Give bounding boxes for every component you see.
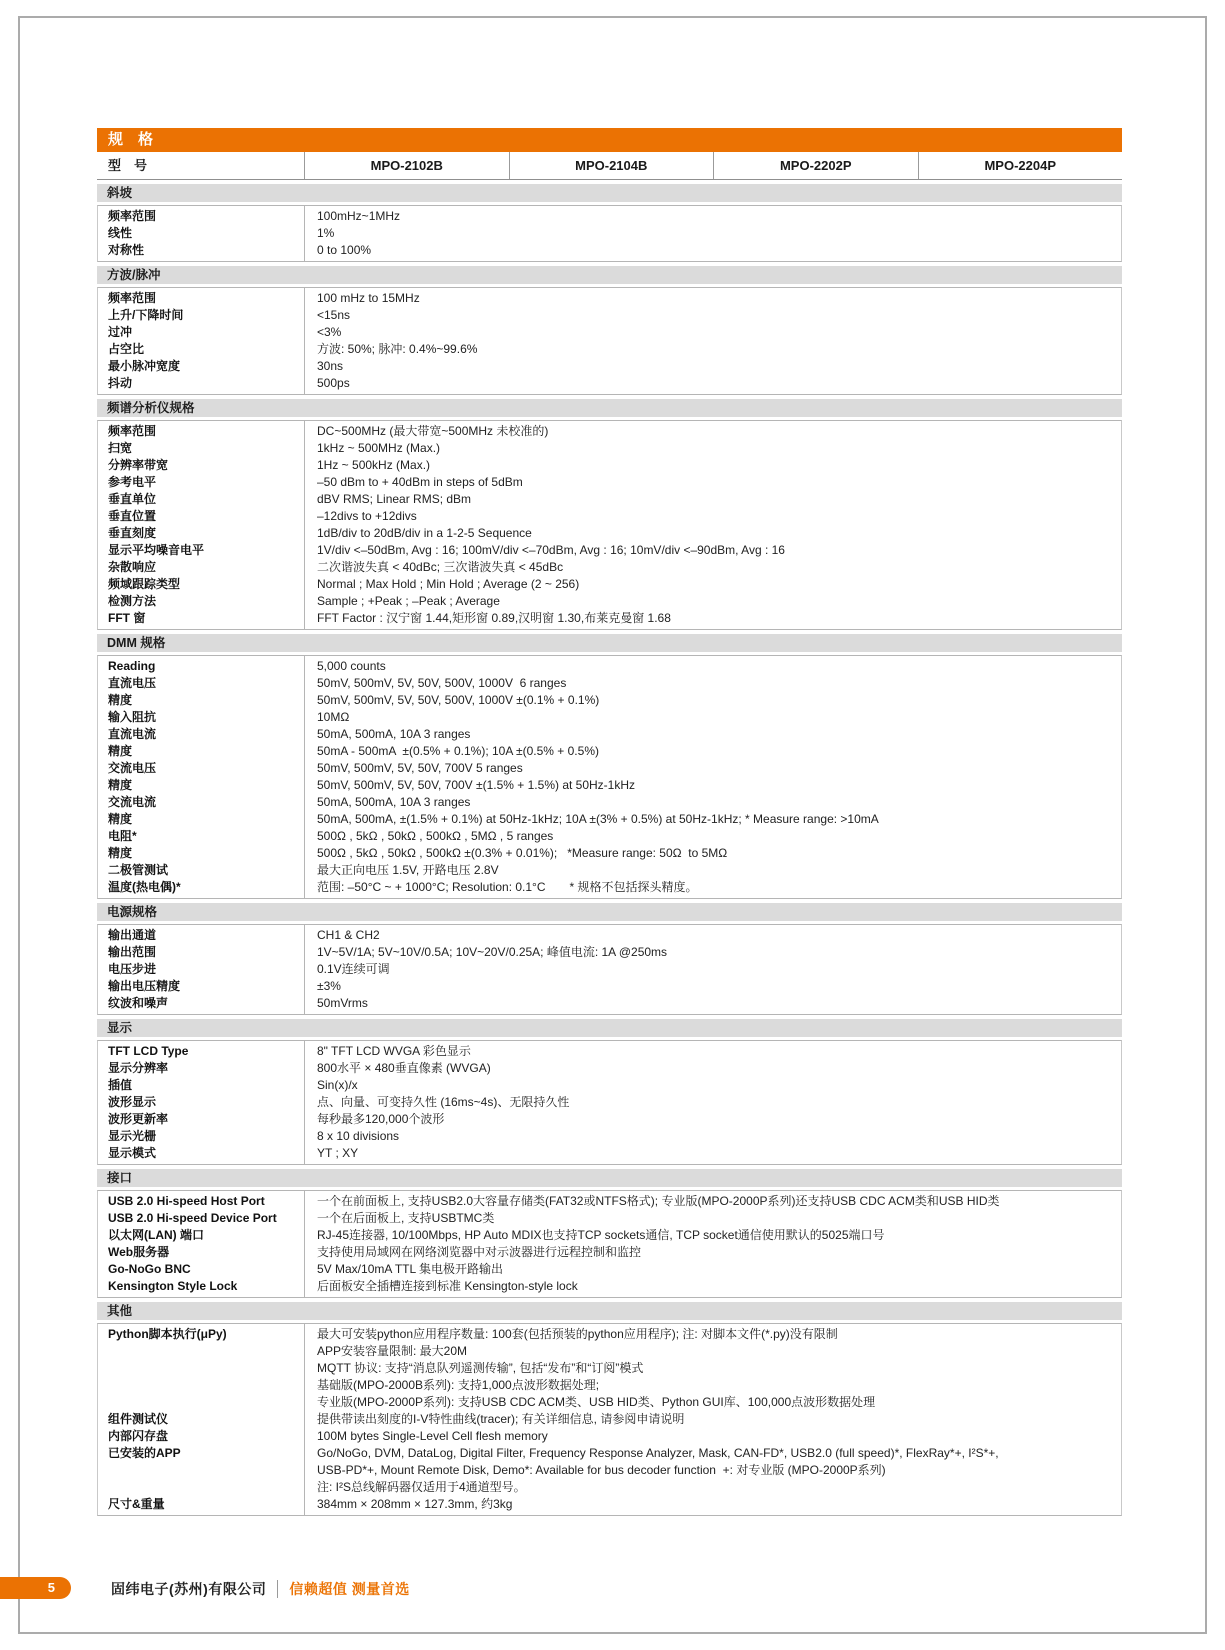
spec-label: USB 2.0 Hi-speed Host Port xyxy=(108,1194,265,1208)
spec-row xyxy=(98,1077,1121,1094)
spec-value xyxy=(304,1411,1121,1428)
spec-label: 杂散响应 xyxy=(108,560,157,574)
spec-value xyxy=(304,944,1121,961)
section-body xyxy=(97,1323,1122,1516)
spec-value xyxy=(304,242,1121,259)
spec-value xyxy=(304,1043,1121,1060)
spec-value-line: 500Ω , 5kΩ , 50kΩ , 500kΩ , 5MΩ , 5 ranges xyxy=(317,829,554,843)
spec-label: 频率范围 xyxy=(108,209,157,223)
section-header: 电源规格 xyxy=(97,903,1122,921)
spec-value-line: 支持使用局域网在网络浏览器中对示波器进行远程控制和监控 xyxy=(317,1245,642,1259)
spec-value xyxy=(304,961,1121,978)
spec-value xyxy=(304,1326,1121,1411)
spec-row xyxy=(98,927,1121,944)
spec-label: 垂直位置 xyxy=(108,509,157,523)
spec-label: 显示分辨率 xyxy=(108,1061,169,1075)
spec-label: 直流电流 xyxy=(108,727,157,741)
model-row-label: 型 号 xyxy=(108,158,148,173)
spec-value-line: 8 x 10 divisions xyxy=(317,1129,400,1143)
spec-value-line: 50mV, 500mV, 5V, 50V, 500V, 1000V ±(0.1% + 0.1%) xyxy=(317,693,600,707)
spec-value-line: 一个在前面板上, 支持USB2.0大容量存储类(FAT32或NTFS格式); 专业版(MPO-2000P系列)还支持USB CDC ACM类和USB HID类 xyxy=(317,1194,1000,1208)
spec-label: 对称性 xyxy=(108,243,145,257)
spec-value-line: –50 dBm to + 40dBm in steps of 5dBm xyxy=(317,475,523,489)
spec-value xyxy=(304,375,1121,392)
section-body xyxy=(97,1040,1122,1165)
model-name-mpo-2104b: MPO-2104B xyxy=(509,152,714,179)
spec-value-line: 100 mHz to 15MHz xyxy=(317,291,420,305)
spec-value xyxy=(304,1094,1121,1111)
spec-row xyxy=(98,726,1121,743)
spec-row xyxy=(98,692,1121,709)
spec-label: 已安装的APP xyxy=(108,1446,181,1460)
spec-value-line: 5,000 counts xyxy=(317,659,386,673)
footer-company-name: 固纬电子(苏州)有限公司 xyxy=(111,1581,267,1597)
spec-row xyxy=(98,440,1121,457)
spec-row xyxy=(98,457,1121,474)
spec-row xyxy=(98,1193,1121,1210)
spec-value-line: 1Hz ~ 500kHz (Max.) xyxy=(317,458,431,472)
spec-label: Web服务器 xyxy=(108,1245,170,1259)
spec-label: 纹波和噪声 xyxy=(108,996,169,1010)
spec-label: 显示光栅 xyxy=(108,1129,157,1143)
spec-value xyxy=(304,692,1121,709)
spec-value xyxy=(304,423,1121,440)
section-body xyxy=(97,287,1122,395)
spec-value xyxy=(304,508,1121,525)
section-body xyxy=(97,420,1122,630)
spec-value xyxy=(304,474,1121,491)
spec-label: 精度 xyxy=(108,846,133,860)
spec-label: 垂直刻度 xyxy=(108,526,157,540)
spec-value-line: 后面板安全插槽连接到标准 Kensington-style lock xyxy=(317,1279,578,1293)
spec-value-line: 最大正向电压 1.5V, 开路电压 2.8V xyxy=(317,863,499,877)
spec-label: 输出范围 xyxy=(108,945,157,959)
model-row xyxy=(97,152,1122,180)
spec-row xyxy=(98,794,1121,811)
section-header: 接口 xyxy=(97,1169,1122,1187)
spec-value-line: 1V/div <–50dBm, Avg : 16; 100mV/div <–70dBm, Avg : 16; 10mV/div <–90dBm, Avg : 16 xyxy=(317,543,785,557)
spec-label: 精度 xyxy=(108,778,133,792)
spec-value xyxy=(304,1111,1121,1128)
section-body xyxy=(97,205,1122,262)
spec-value-line: 基础版(MPO-2000B系列): 支持1,000点波形数据处理; xyxy=(317,1378,600,1392)
spec-label: 抖动 xyxy=(108,376,133,390)
spec-value xyxy=(304,995,1121,1012)
footer-divider xyxy=(277,1580,278,1598)
spec-row xyxy=(98,828,1121,845)
spec-value xyxy=(304,610,1121,627)
spec-label: 组件测试仪 xyxy=(108,1412,169,1426)
spec-value-line: 50mA, 500mA, 10A 3 ranges xyxy=(317,795,471,809)
spec-row xyxy=(98,423,1121,440)
spec-value-line: 5V Max/10mA TTL 集电极开路输出 xyxy=(317,1262,504,1276)
spec-value xyxy=(304,290,1121,307)
spec-label: 电压步进 xyxy=(108,962,157,976)
section-body xyxy=(97,1190,1122,1298)
spec-row xyxy=(98,961,1121,978)
spec-value xyxy=(304,593,1121,610)
spec-row xyxy=(98,324,1121,341)
spec-row xyxy=(98,341,1121,358)
spec-table xyxy=(97,128,1122,1516)
spec-value-line: 500Ω , 5kΩ , 50kΩ , 500kΩ ±(0.3% + 0.01%); *Measure range: 50Ω to 5MΩ xyxy=(317,846,728,860)
spec-label: 二极管测试 xyxy=(108,863,169,877)
spec-row xyxy=(98,242,1121,259)
spec-value xyxy=(304,1496,1121,1513)
spec-label: Go-NoGo BNC xyxy=(108,1262,191,1276)
spec-row xyxy=(98,559,1121,576)
spec-value-line: 30ns xyxy=(317,359,344,373)
spec-value xyxy=(304,794,1121,811)
spec-value xyxy=(304,777,1121,794)
spec-value-line: 0.1V连续可调 xyxy=(317,962,390,976)
spec-value-line: 范围: –50°C ~ + 1000°C; Resolution: 0.1°C * 规格不包括探头精度。 xyxy=(317,880,698,894)
spec-title-bar: 规 格 xyxy=(97,128,1122,152)
spec-row xyxy=(98,1227,1121,1244)
spec-value-line: 50mA, 500mA, 10A 3 ranges xyxy=(317,727,471,741)
spec-row xyxy=(98,610,1121,627)
spec-value xyxy=(304,457,1121,474)
spec-value-line: Normal ; Max Hold ; Min Hold ; Average (2 ~ 256) xyxy=(317,577,580,591)
spec-row xyxy=(98,1428,1121,1445)
spec-label: 显示平均噪音电平 xyxy=(108,543,205,557)
spec-value xyxy=(304,879,1121,896)
spec-value xyxy=(304,709,1121,726)
spec-label: 最小脉冲宽度 xyxy=(108,359,181,373)
spec-row xyxy=(98,1261,1121,1278)
spec-label: 交流电流 xyxy=(108,795,157,809)
spec-value xyxy=(304,927,1121,944)
spec-value xyxy=(304,1210,1121,1227)
spec-label: 波形更新率 xyxy=(108,1112,169,1126)
spec-row xyxy=(98,375,1121,392)
footer xyxy=(111,1578,410,1600)
spec-value xyxy=(304,1077,1121,1094)
spec-label: 精度 xyxy=(108,812,133,826)
spec-row xyxy=(98,208,1121,225)
spec-row xyxy=(98,1244,1121,1261)
spec-value-line: 1dB/div to 20dB/div in a 1-2-5 Sequence xyxy=(317,526,532,540)
spec-value-line: 1V~5V/1A; 5V~10V/0.5A; 10V~20V/0.25A; 峰值电流: 1A @250ms xyxy=(317,945,668,959)
spec-row xyxy=(98,1411,1121,1428)
spec-label: 直流电压 xyxy=(108,676,157,690)
spec-label: 线性 xyxy=(108,226,133,240)
section-header: 斜坡 xyxy=(97,184,1122,202)
spec-value-line: <15ns xyxy=(317,308,351,322)
spec-row xyxy=(98,675,1121,692)
spec-value-line: DC~500MHz (最大带宽~500MHz 未校准的) xyxy=(317,424,549,438)
spec-label: TFT LCD Type xyxy=(108,1044,189,1058)
spec-row xyxy=(98,1128,1121,1145)
spec-label: 检测方法 xyxy=(108,594,157,608)
spec-label: 输入阻抗 xyxy=(108,710,157,724)
spec-value-line: 10MΩ xyxy=(317,710,350,724)
spec-row xyxy=(98,944,1121,961)
spec-row xyxy=(98,290,1121,307)
spec-value-line: 50mV, 500mV, 5V, 50V, 700V ±(1.5% + 1.5%) at 50Hz-1kHz xyxy=(317,778,636,792)
spec-row xyxy=(98,845,1121,862)
spec-value-line: 800水平 × 480垂直像素 (WVGA) xyxy=(317,1061,491,1075)
spec-value xyxy=(304,225,1121,242)
spec-value-line: 点、向量、可变持久性 (16ms~4s)、无限持久性 xyxy=(317,1095,570,1109)
spec-label: 频率范围 xyxy=(108,424,157,438)
spec-value xyxy=(304,743,1121,760)
spec-value xyxy=(304,1261,1121,1278)
spec-label: 频域跟踪类型 xyxy=(108,577,181,591)
spec-value-line: 50mA, 500mA, ±(1.5% + 0.1%) at 50Hz-1kHz; 10A ±(3% + 0.5%) at 50Hz-1kHz; * Measure range: >10mA xyxy=(317,812,879,826)
spec-label: 显示模式 xyxy=(108,1146,157,1160)
spec-label: 内部闪存盘 xyxy=(108,1429,169,1443)
spec-value-line: 1kHz ~ 500MHz (Max.) xyxy=(317,441,441,455)
spec-value-line: Sin(x)/x xyxy=(317,1078,358,1092)
spec-value xyxy=(304,1428,1121,1445)
spec-value xyxy=(304,1227,1121,1244)
page-number-tab: 5 xyxy=(0,1577,71,1599)
spec-value-line: RJ-45连接器, 10/100Mbps, HP Auto MDIX也支持TCP sockets通信, TCP socket通信使用默认的5025端口号 xyxy=(317,1228,885,1242)
spec-label: 分辨率带宽 xyxy=(108,458,169,472)
model-name-mpo-2202p: MPO-2202P xyxy=(713,152,918,179)
spec-label: 电阻* xyxy=(108,829,137,843)
spec-row xyxy=(98,1445,1121,1496)
spec-row xyxy=(98,1111,1121,1128)
spec-row xyxy=(98,658,1121,675)
spec-value xyxy=(304,1244,1121,1261)
spec-value xyxy=(304,760,1121,777)
spec-value xyxy=(304,208,1121,225)
spec-label: 频率范围 xyxy=(108,291,157,305)
spec-value-line: –12divs to +12divs xyxy=(317,509,417,523)
spec-label: FFT 窗 xyxy=(108,611,146,625)
spec-row xyxy=(98,508,1121,525)
spec-row xyxy=(98,1060,1121,1077)
spec-value-line: Go/NoGo, DVM, DataLog, Digital Filter, Frequency Response Analyzer, Mask, CAN-FD*, USB2.0 (full speed)*, FlexRay*+, I²S*+, xyxy=(317,1446,999,1460)
spec-value xyxy=(304,1145,1121,1162)
spec-label: 插值 xyxy=(108,1078,133,1092)
spec-row xyxy=(98,474,1121,491)
spec-row xyxy=(98,1326,1121,1411)
spec-row xyxy=(98,879,1121,896)
spec-label: 波形显示 xyxy=(108,1095,157,1109)
spec-label: Reading xyxy=(108,659,156,673)
spec-value xyxy=(304,559,1121,576)
spec-row xyxy=(98,1145,1121,1162)
spec-value xyxy=(304,726,1121,743)
spec-value-line: 提供带读出刻度的I-V特性曲线(tracer); 有关详细信息, 请参阅申请说明 xyxy=(317,1412,685,1426)
spec-row xyxy=(98,995,1121,1012)
spec-row xyxy=(98,225,1121,242)
spec-value-line: <3% xyxy=(317,325,342,339)
spec-label: 交流电压 xyxy=(108,761,157,775)
section-body xyxy=(97,924,1122,1015)
spec-row xyxy=(98,811,1121,828)
spec-value-line: ±3% xyxy=(317,979,341,993)
section-header: DMM 规格 xyxy=(97,634,1122,652)
spec-value xyxy=(304,358,1121,375)
spec-label: 精度 xyxy=(108,744,133,758)
spec-label: Python脚本执行(μPy) xyxy=(108,1327,227,1341)
spec-value xyxy=(304,845,1121,862)
spec-value-line: Sample ; +Peak ; –Peak ; Average xyxy=(317,594,500,608)
spec-value-line: 100M bytes Single-Level Cell flesh memory xyxy=(317,1429,548,1443)
spec-value xyxy=(304,1278,1121,1295)
spec-value-line: APP安装容量限制: 最大20M xyxy=(317,1344,468,1358)
spec-value xyxy=(304,862,1121,879)
spec-row xyxy=(98,491,1121,508)
spec-value-line: 50mVrms xyxy=(317,996,368,1010)
footer-slogan: 信赖超值 测量首选 xyxy=(289,1581,410,1597)
spec-label: Kensington Style Lock xyxy=(108,1279,238,1293)
spec-value xyxy=(304,1193,1121,1210)
section-header: 显示 xyxy=(97,1019,1122,1037)
spec-value xyxy=(304,307,1121,324)
spec-row xyxy=(98,1094,1121,1111)
spec-label: 上升/下降时间 xyxy=(108,308,184,322)
spec-value-line: 500ps xyxy=(317,376,350,390)
spec-value-line: 50mA - 500mA ±(0.5% + 0.1%); 10A ±(0.5% + 0.5%) xyxy=(317,744,599,758)
spec-row xyxy=(98,1278,1121,1295)
spec-label: 温度(热电偶)* xyxy=(108,880,181,894)
spec-row xyxy=(98,1210,1121,1227)
spec-value xyxy=(304,811,1121,828)
spec-value-line: 50mV, 500mV, 5V, 50V, 500V, 1000V 6 ranges xyxy=(317,676,567,690)
spec-row xyxy=(98,760,1121,777)
spec-row xyxy=(98,576,1121,593)
spec-value-line: 8" TFT LCD WVGA 彩色显示 xyxy=(317,1044,471,1058)
spec-value xyxy=(304,658,1121,675)
spec-label: 输出电压精度 xyxy=(108,979,181,993)
spec-sections xyxy=(97,184,1122,1516)
spec-label: 占空比 xyxy=(108,342,145,356)
spec-row xyxy=(98,978,1121,995)
spec-value xyxy=(304,491,1121,508)
spec-label: 参考电平 xyxy=(108,475,157,489)
spec-row xyxy=(98,743,1121,760)
spec-value-line: 0 to 100% xyxy=(317,243,372,257)
spec-value-line: 二次谐波失真 < 40dBc; 三次谐波失真 < 45dBc xyxy=(317,560,564,574)
spec-label: 输出通道 xyxy=(108,928,157,942)
spec-label: 以太网(LAN) 端口 xyxy=(108,1228,204,1242)
spec-value xyxy=(304,525,1121,542)
spec-label: 过冲 xyxy=(108,325,133,339)
section-body xyxy=(97,655,1122,899)
spec-value xyxy=(304,440,1121,457)
spec-value xyxy=(304,828,1121,845)
spec-value-line: 一个在后面板上, 支持USBTMC类 xyxy=(317,1211,495,1225)
spec-value-line: MQTT 协议: 支持“消息队列遥测传输”, 包括“发布”和“订阅”模式 xyxy=(317,1361,644,1375)
spec-value-line: dBV RMS; Linear RMS; dBm xyxy=(317,492,472,506)
spec-value-line: 方波: 50%; 脉冲: 0.4%~99.6% xyxy=(317,342,478,356)
spec-label: 扫宽 xyxy=(108,441,133,455)
spec-row xyxy=(98,358,1121,375)
spec-row xyxy=(98,777,1121,794)
section-header: 频谱分析仪规格 xyxy=(97,399,1122,417)
spec-row xyxy=(98,1496,1121,1513)
spec-value-line: YT ; XY xyxy=(317,1146,359,1160)
spec-label: 精度 xyxy=(108,693,133,707)
spec-value xyxy=(304,1128,1121,1145)
spec-label: 尺寸&重量 xyxy=(108,1497,165,1511)
spec-value xyxy=(304,341,1121,358)
spec-value-line: 100mHz~1MHz xyxy=(317,209,401,223)
spec-row xyxy=(98,525,1121,542)
spec-value xyxy=(304,1445,1121,1496)
spec-value-line: 注: I²S总线解码器仅适用于4通道型号。 xyxy=(317,1480,526,1494)
model-name-mpo-2204p: MPO-2204P xyxy=(918,152,1123,179)
spec-value-line: 384mm × 208mm × 127.3mm, 约3kg xyxy=(317,1497,513,1511)
spec-row xyxy=(98,593,1121,610)
spec-value-line: 50mV, 500mV, 5V, 50V, 700V 5 ranges xyxy=(317,761,523,775)
section-header: 其他 xyxy=(97,1302,1122,1320)
spec-row xyxy=(98,542,1121,559)
section-header: 方波/脉冲 xyxy=(97,266,1122,284)
spec-value xyxy=(304,542,1121,559)
spec-value-line: 最大可安装python应用程序数量: 100套(包括预装的python应用程序); 注: 对脚本文件(*.py)没有限制 xyxy=(317,1327,838,1341)
spec-value-line: 专业版(MPO-2000P系列): 支持USB CDC ACM类、USB HID类、Python GUI库、100,000点波形数据处理 xyxy=(317,1395,876,1409)
spec-row xyxy=(98,1043,1121,1060)
spec-value xyxy=(304,324,1121,341)
spec-label: 垂直单位 xyxy=(108,492,157,506)
spec-value xyxy=(304,675,1121,692)
spec-value-line: 1% xyxy=(317,226,335,240)
model-name-mpo-2102b: MPO-2102B xyxy=(304,152,509,179)
spec-value-line: CH1 & CH2 xyxy=(317,928,380,942)
spec-value-line: 每秒最多120,000个波形 xyxy=(317,1112,445,1126)
spec-label: USB 2.0 Hi-speed Device Port xyxy=(108,1211,277,1225)
spec-value-line: USB-PD*+, Mount Remote Disk, Demo*: Available for bus decoder function +: 对专业版 (MPO-2000P系列) xyxy=(317,1463,886,1477)
spec-row xyxy=(98,307,1121,324)
spec-row xyxy=(98,709,1121,726)
spec-value xyxy=(304,978,1121,995)
spec-row xyxy=(98,862,1121,879)
spec-value xyxy=(304,1060,1121,1077)
spec-value-line: FFT Factor : 汉宁窗 1.44,矩形窗 0.89,汉明窗 1.30,布莱克曼窗 1.68 xyxy=(317,611,671,625)
spec-value xyxy=(304,576,1121,593)
